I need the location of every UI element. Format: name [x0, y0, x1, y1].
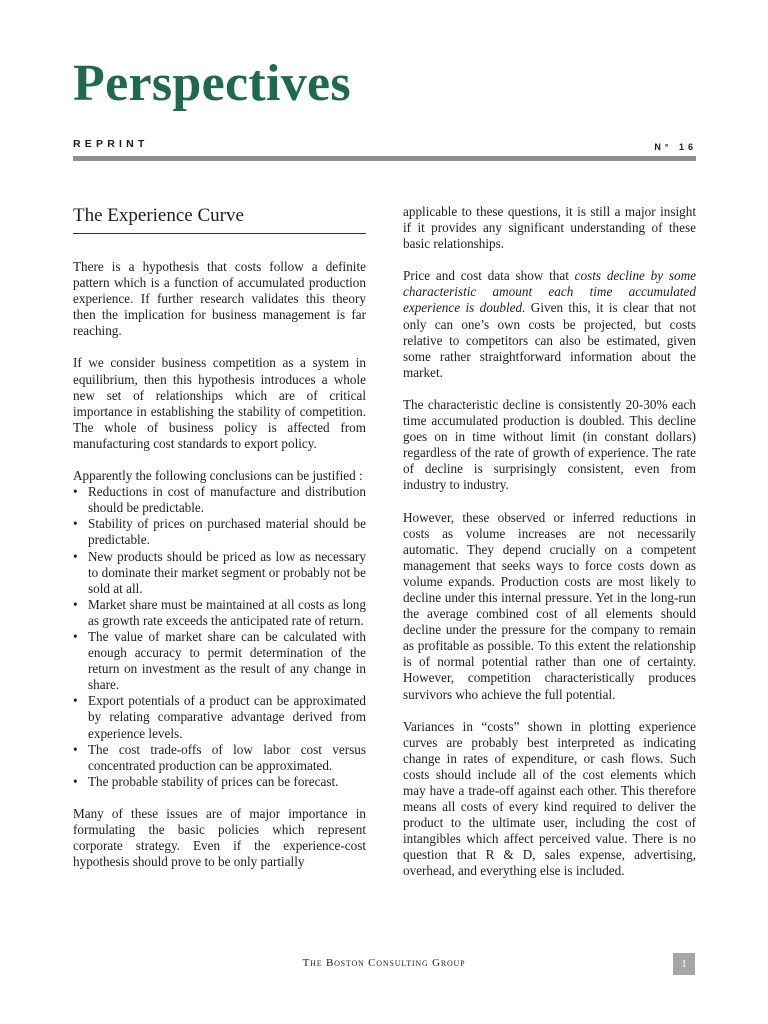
conclusions-list — [73, 484, 366, 790]
footer-publisher: The Boston Consulting Group — [302, 957, 466, 969]
paragraph: However, these observed or inferred reductions in costs as volume increases are not necessarily automatic. They depend crucially on a competent management that seeks ways to force costs down as volume expands. Production costs are most likely to decline under this internal pressure. Yet in the long-run the average combined cost of all elements should decline under the pressure for the company to remain as profitable as possible. To this extent the relationship is of normal potential rather than one of certainty. However, competition characteristically produces survivors who achieve the full potential. — [403, 509, 696, 702]
paragraph-key-finding — [403, 268, 696, 381]
paragraph: The characteristic decline is consistently 20-30% each time accumulated production is doubled. This decline goes on in time without limit (in constant dollars) regardless of the rate of growth of experience. The rate of decline is surprisingly consistent, even from industry to industry. — [403, 396, 696, 493]
header-rule — [73, 156, 696, 161]
paragraph: applicable to these questions, it is still a major insight if it provides any significant understanding of these basic relationships. — [403, 204, 696, 252]
title-spacer — [73, 240, 366, 259]
left-column — [73, 205, 366, 886]
paragraph: Variances in “costs” shown in plotting experience curves are probably best interpreted as indicating change in rates of expenditure, or cash flows. Such costs should include all of the cost elements which may have a trade-off against each other. This therefore means all costs of every kind required to deliver the product to the ultimate user, including the cost of intangibles which affect perceived value. There is no question that R & D, sales expense, advertising, overhead, and everything else is included. — [403, 718, 696, 879]
paragraph: There is a hypothesis that costs follow a definite pattern which is a function of accumulated production experience. If further research validates this theory then the implication for business management is far reaching. — [73, 259, 366, 339]
article-title: The Experience Curve — [73, 205, 366, 234]
list-item: • The value of market share can be calculated with enough accuracy to permit determination of the return on investment as the result of any change in share. — [73, 629, 366, 693]
list-item: • Market share must be maintained at all costs as long as growth rate exceeds the anticipated rate of return. — [73, 597, 366, 629]
list-item: • New products should be priced as low as necessary to dominate their market segment or probably not be sold at all. — [73, 549, 366, 597]
paragraph: If we consider business competition as a system in equilibrium, then this hypothesis introduces a whole new set of relationships which are of critical importance in establishing the stability of competition. The whole of business policy is affected from manufacturing cost standards to export policy. — [73, 355, 366, 451]
right-column — [403, 204, 696, 896]
paragraph-text: Price and cost data show that — [403, 268, 575, 284]
masthead-title: Perspectives — [73, 55, 351, 112]
reprint-label: REPRINT — [73, 138, 149, 150]
emphasized-text: costs decline by some characteristic amount each time accumulated experience is doubled. — [403, 268, 696, 316]
paragraph-text: Given this, it is clear that not only can one’s own costs be projected, but costs relative to competitors can also be estimated, given some rather straightforward information about the market. — [403, 300, 696, 380]
issue-number: N° 16 — [654, 142, 697, 152]
page-number: 1 — [673, 953, 695, 975]
list-item: • Reductions in cost of manufacture and distribution should be predictable. — [73, 484, 366, 516]
list-item: • Stability of prices on purchased material should be predictable. — [73, 516, 366, 548]
paragraph: Apparently the following conclusions can be justified : — [73, 468, 363, 484]
list-item: • The probable stability of prices can be forecast. — [73, 774, 366, 790]
list-item: • The cost trade-offs of low labor cost versus concentrated production can be approximated. — [73, 742, 366, 774]
paragraph: Many of these issues are of major importance in formulating the basic policies which represent corporate strategy. Even if the experience-cost hypothesis should prove to be only partially — [73, 805, 366, 870]
list-item: • Export potentials of a product can be approximated by relating comparative advantage derived from experience levels. — [73, 693, 366, 741]
